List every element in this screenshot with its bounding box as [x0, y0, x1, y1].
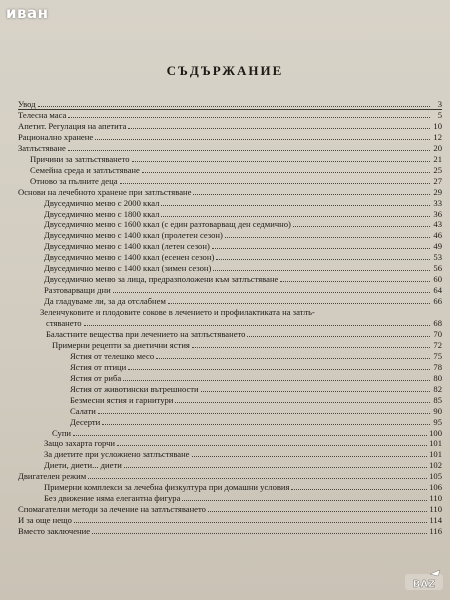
toc-dot-leader	[212, 241, 430, 249]
toc-entry-title: Без движение няма елегантна фигура	[44, 493, 181, 504]
toc-entry	[18, 471, 442, 481]
toc-entry	[18, 143, 442, 153]
toc-entry-page: 101	[429, 438, 442, 449]
toc-entry-title: Салати	[70, 405, 96, 416]
toc-entry-page: 60	[433, 274, 442, 285]
toc-entry-title: Ястия от птици	[70, 361, 127, 372]
toc-entry-title: Примерни комплекси за лечебна физкултура при домашни условия	[44, 482, 290, 493]
toc-entry-page: 72	[433, 339, 442, 350]
toc-entry-title: Супи	[52, 427, 72, 438]
toc-entry	[30, 154, 442, 164]
toc-entry-title: Баластните вещества при лечението на затлъстяването	[46, 328, 246, 339]
page-title: СЪДЪРЖАНИЕ	[166, 63, 284, 78]
toc-entry-page: 82	[433, 383, 442, 394]
toc-dot-leader	[68, 110, 430, 118]
toc-entry-title: Разтоварващи дни	[44, 285, 111, 296]
toc-entry-page: 70	[433, 328, 442, 339]
toc-entry-title: Двуседмично меню за лица, предразположени към затлъстяване	[44, 274, 279, 285]
toc-dot-leader	[161, 209, 430, 217]
toc-dot-leader	[120, 176, 430, 184]
toc-entry-page: 90	[433, 405, 442, 416]
toc-entry	[40, 307, 442, 317]
toc-dot-leader	[117, 438, 427, 446]
toc-dot-leader	[113, 285, 430, 293]
toc-entry	[18, 99, 442, 109]
toc-entry	[18, 187, 442, 197]
toc-entry	[70, 362, 442, 372]
toc-entry	[46, 318, 442, 328]
toc-entry-page: 29	[433, 186, 442, 197]
toc-dot-leader	[98, 406, 430, 414]
toc-dot-leader	[102, 417, 430, 425]
toc-dot-leader	[225, 230, 430, 238]
toc-entry	[30, 165, 442, 175]
toc-entry	[46, 329, 442, 339]
toc-entry	[70, 384, 442, 394]
toc-dot-leader	[88, 471, 427, 479]
toc-entry	[44, 252, 442, 262]
toc-entry-page: 85	[433, 394, 442, 405]
toc-entry-title: Спомагателни методи за лечение на затлъстяването	[18, 504, 206, 515]
toc-entry	[30, 176, 442, 186]
toc-entry-title: Десерти	[70, 416, 101, 427]
toc-entry-title: Ястия от животински вътрешности	[70, 383, 199, 394]
toc-entry-title: Защо захарта горчи	[44, 438, 116, 449]
toc-dot-leader	[247, 329, 430, 337]
toc-entry-title: Зеленчуковите и плодовите сокове в лечението и профилактиката на затлъ-	[40, 307, 315, 318]
watermark-label: иван	[6, 4, 49, 22]
toc-entry	[44, 449, 442, 459]
toc-entry-title: Безмесни ястия и гарнитури	[70, 394, 174, 405]
toc-dot-leader	[84, 318, 430, 326]
brand-logo-text: BAZ	[412, 579, 436, 590]
toc-entry-title: Двуседмично меню с 1400 ккал (пролетен сезон)	[44, 230, 223, 241]
toc-entry-page: 78	[433, 361, 442, 372]
toc-dot-leader	[280, 274, 430, 282]
toc-entry	[44, 482, 442, 492]
toc-entry-page: 46	[433, 230, 442, 241]
toc-entry-page: 10	[433, 120, 442, 131]
toc-entry-page: 12	[433, 131, 442, 142]
toc-entry	[70, 395, 442, 405]
toc-dot-leader	[168, 296, 430, 304]
toc-dot-leader	[74, 515, 428, 523]
toc-entry-page: 66	[433, 296, 442, 307]
toc-dot-leader	[192, 340, 430, 348]
toc-entry-title: За диетите при усложнено затлъстяване	[44, 449, 190, 460]
toc-entry	[44, 230, 442, 240]
toc-entry-title: Вместо заключение	[18, 526, 91, 537]
toc-entry	[44, 274, 442, 284]
toc-entry-page: 101	[429, 449, 442, 460]
toc-entry	[70, 406, 442, 416]
toc-dot-leader	[175, 395, 430, 403]
toc-dot-leader	[193, 187, 430, 195]
toc-entry-title: Апетит. Регулация на апетита	[18, 120, 127, 131]
toc-dot-leader	[142, 165, 430, 173]
toc-entry-page: 49	[433, 241, 442, 252]
toc-entry	[44, 241, 442, 251]
toc-entry-title: Затлъстяване	[18, 142, 66, 153]
toc-dot-leader	[68, 143, 430, 151]
toc-entry-title: Двуседмично меню с 2000 ккал	[44, 197, 160, 208]
toc-entry	[44, 460, 442, 470]
toc-entry-page: 80	[433, 372, 442, 383]
toc-entry	[44, 219, 442, 229]
toc-dot-leader	[213, 263, 430, 271]
toc-entry	[44, 198, 442, 208]
toc-entry	[18, 132, 442, 142]
toc-entry-title: Отново за пълните деца	[30, 175, 118, 186]
toc-entry-title: Телесна маса	[18, 109, 67, 120]
toc-entry-page: 27	[433, 175, 442, 186]
toc-entry-title: Диети, диети... диети	[44, 460, 122, 471]
toc-entry-title: Двуседмично меню с 1400 ккал (зимен сезон)	[44, 263, 212, 274]
toc-entry	[44, 438, 442, 448]
toc-entry-title: Семейна среда и затлъстяване	[30, 164, 140, 175]
toc-entry-title: Двуседмично меню с 1400 ккал (летен сезон)	[44, 241, 210, 252]
toc-entry-page: 100	[429, 427, 442, 438]
toc-entry	[70, 417, 442, 427]
toc-entry-title: Ястия от телешко месо	[70, 350, 155, 361]
toc-entry	[44, 296, 442, 306]
toc-entry-page: 3	[437, 99, 442, 109]
toc-entry	[70, 373, 442, 383]
toc-dot-leader	[92, 526, 427, 534]
toc-entry	[44, 263, 442, 273]
toc-entry-page: 116	[429, 526, 442, 537]
toc-dot-leader	[216, 252, 430, 260]
toc-entry-title: И за още нещо	[18, 515, 72, 526]
toc-entry	[18, 515, 442, 525]
toc-entry-title: Увод	[18, 99, 36, 109]
toc-dot-leader	[192, 449, 428, 457]
toc-entry-page: 110	[429, 493, 442, 504]
toc-dot-leader	[132, 154, 430, 162]
toc-entry-page: 75	[433, 350, 442, 361]
toc-dot-leader	[123, 373, 430, 381]
toc-dot-leader	[182, 493, 427, 501]
toc-entry	[18, 526, 442, 536]
toc-dot-leader	[124, 460, 427, 468]
toc-entry-page: 106	[429, 482, 442, 493]
toc-entry-title: Двигателен режим	[18, 471, 87, 482]
toc-dot-leader	[95, 132, 430, 140]
toc-entry-title: Причини за затлъстяването	[30, 153, 130, 164]
toc-entry	[18, 110, 442, 120]
brand-logo	[404, 568, 444, 594]
toc-entry-page: 36	[433, 208, 442, 219]
toc-entry-title: Ястия от риба	[70, 372, 122, 383]
toc-entry	[44, 493, 442, 503]
toc-entry-title: Примерни рецепти за диетични ястия	[52, 339, 190, 350]
toc-entry-page: 64	[433, 285, 442, 296]
toc-entry-title: Двуседмично меню с 1800 ккал	[44, 208, 160, 219]
toc-entry-page: 20	[433, 142, 442, 153]
toc-dot-leader	[73, 428, 427, 436]
toc-entry-page: 43	[433, 219, 442, 230]
toc-entry-page: 110	[429, 504, 442, 515]
toc-entry	[52, 340, 442, 350]
toc-entry-page: 5	[437, 109, 442, 120]
toc-entry	[18, 121, 442, 131]
toc-dot-leader	[161, 198, 430, 206]
toc-entry-page: 102	[429, 460, 442, 471]
toc-entry-page: 53	[433, 252, 442, 263]
toc-entry	[18, 504, 442, 514]
toc-dot-leader	[38, 99, 430, 107]
toc-entry	[44, 285, 442, 295]
toc-entry-page: 68	[433, 318, 442, 328]
toc-entry-title: Основи на лечебното хранене при затлъстяване	[18, 186, 192, 197]
toc-entry	[44, 209, 442, 219]
toc-entry-page: 114	[429, 515, 442, 526]
toc-entry-page: 21	[433, 153, 442, 164]
toc-dot-leader	[156, 351, 430, 359]
toc-entry-page: 105	[429, 471, 442, 482]
toc-entry-title: Двуседмично меню с 1600 ккал (с един разтоварващ ден седмично)	[44, 219, 291, 230]
toc-entry	[52, 428, 442, 438]
toc-dot-leader	[128, 362, 430, 370]
toc-dot-leader	[128, 121, 430, 129]
toc-dot-leader	[291, 482, 427, 490]
toc-entry	[70, 351, 442, 361]
toc-entry-title: Да гладуваме ли, за да отслабнем	[44, 296, 166, 307]
toc-entry-page: 33	[433, 197, 442, 208]
toc-dot-leader	[201, 384, 430, 392]
toc-entry-title: стяването	[46, 318, 82, 328]
toc-dot-leader	[208, 504, 427, 512]
toc-entry-page: 56	[433, 263, 442, 274]
toc-entry-page: 95	[433, 416, 442, 427]
toc-dot-leader	[293, 219, 430, 227]
toc-entry-title: Двуседмично меню с 1400 ккал (есенен сезон)	[44, 252, 215, 263]
toc-entry-page: 25	[433, 164, 442, 175]
toc-entry-title: Рационално хранене	[18, 131, 94, 142]
